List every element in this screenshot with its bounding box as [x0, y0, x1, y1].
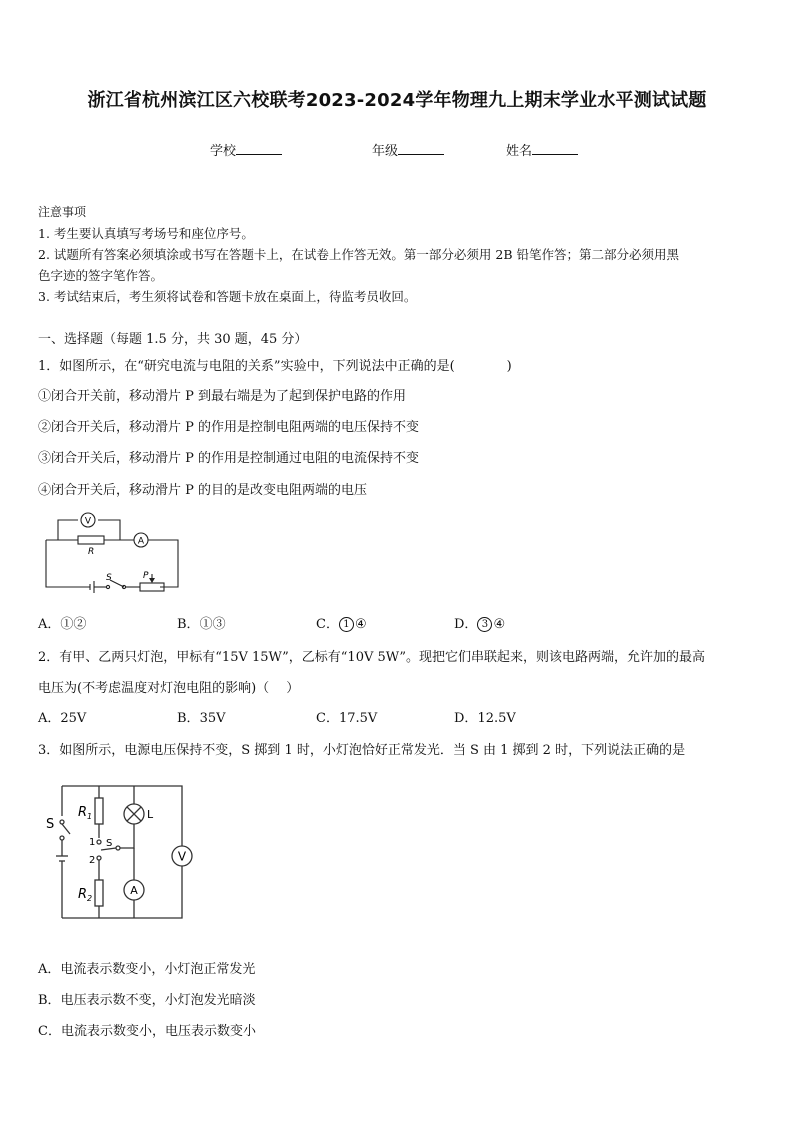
resistor-r2-icon: [95, 880, 103, 906]
name-label: 姓名: [506, 144, 533, 159]
name-field: [506, 140, 578, 159]
q2-stem-line1: 2．有甲、乙两只灯泡，甲标有“15V 15W”，乙标有“10V 5W”。现把它们串联起来，则该电路两端，允许加的最高: [38, 650, 705, 665]
note-line: 2. 试题所有答案必须填涂或书写在答题卡上，在试卷上作答无效。第一部分必须用 2B 铅笔作答；第二部分必须用黑: [38, 247, 679, 262]
q2-option-d: D．12.5V: [454, 711, 516, 726]
school-label: 学校: [210, 144, 237, 159]
q1-slider-label: P: [143, 571, 149, 581]
q1-statement: ②闭合开关后，移动滑片 P 的作用是控制电阻两端的电压保持不变: [38, 420, 420, 435]
q3-r2-label: $R_2$: [78, 887, 93, 903]
q3-voltmeter-label: V: [177, 849, 187, 864]
section-heading: 一、选择题（每题 1.5 分，共 30 题，45 分）: [38, 332, 308, 347]
q2-option-c: C．17.5V: [316, 711, 378, 726]
q1-option-b: B．①③: [177, 617, 226, 632]
q1-ammeter-label: A: [137, 536, 145, 547]
q2-stem-line2: 电压为(不考虑温度对灯泡电阻的影响)（ ）: [38, 681, 300, 696]
q2-option-b: B．35V: [177, 711, 226, 726]
circled-three: 3: [477, 617, 492, 632]
q3-r1-label: $R_1$: [78, 805, 93, 821]
q3-switch-label: S: [46, 817, 55, 832]
q1-statement: ④闭合开关后，移动滑片 P 的目的是改变电阻两端的电压: [38, 483, 368, 498]
q3-circuit-diagram: [44, 772, 194, 932]
q3-stem: 3．如图所示，电源电压保持不变，S 掷到 1 时，小灯泡恰好正常发光．当 S 由 1 掷到 2 时，下列说法正确的是: [38, 743, 686, 758]
q3-ammeter-label: A: [130, 884, 138, 897]
name-blank: [532, 142, 578, 155]
q3-pos1-label: 1: [89, 837, 96, 848]
q1-voltmeter-label: V: [84, 516, 92, 527]
q1-statement: ③闭合开关后，移动滑片 P 的作用是控制通过电阻的电流保持不变: [38, 451, 420, 466]
school-field: [210, 140, 282, 159]
note-line: 3. 考试结束后，考生须将试卷和答题卡放在桌面上，待监考员收回。: [38, 289, 417, 304]
note-line: 色字迹的签字笔作答。: [38, 268, 164, 283]
q3-option-a: A．电流表示数变小，小灯泡正常发光: [38, 962, 256, 977]
q3-pos2-label: 2: [89, 855, 96, 866]
resistor-icon: [78, 536, 104, 544]
q1-stem: 1．如图所示，在“研究电流与电阻的关系”实验中，下列说法中正确的是( ): [38, 359, 512, 374]
q1-resistor-label: R: [88, 547, 95, 557]
page-title: 浙江省杭州滨江区六校联考2023-2024学年物理九上期末学业水平测试试题: [87, 90, 707, 111]
resistor-r1-icon: [95, 798, 103, 824]
q3-option-b: B．电压表示数不变，小灯泡发光暗淡: [38, 993, 256, 1008]
q1-option-d: D． 3 ④: [454, 617, 506, 632]
q1-statement: ①闭合开关前，移动滑片 P 到最右端是为了起到保护电路的作用: [38, 389, 407, 404]
q1-option-c: C． 1 ④: [316, 617, 367, 632]
grade-label: 年级: [372, 144, 399, 159]
q1-switch-label: S: [106, 573, 112, 583]
q3-inner-switch-label: S: [106, 838, 113, 849]
school-blank: [236, 142, 282, 155]
q1-option-a: A．①②: [38, 617, 87, 632]
grade-field: [372, 140, 444, 159]
q3-option-c: C．电流表示数变小，电压表示数变小: [38, 1024, 256, 1039]
q1-circuit-diagram: [40, 508, 185, 593]
circled-one: 1: [339, 617, 354, 632]
q3-lamp-label: L: [147, 808, 154, 821]
notes-heading: 注意事项: [38, 205, 87, 219]
grade-blank: [398, 142, 444, 155]
q2-option-a: A．25V: [38, 711, 87, 726]
note-line: 1. 考生要认真填写考场号和座位序号。: [38, 226, 254, 241]
